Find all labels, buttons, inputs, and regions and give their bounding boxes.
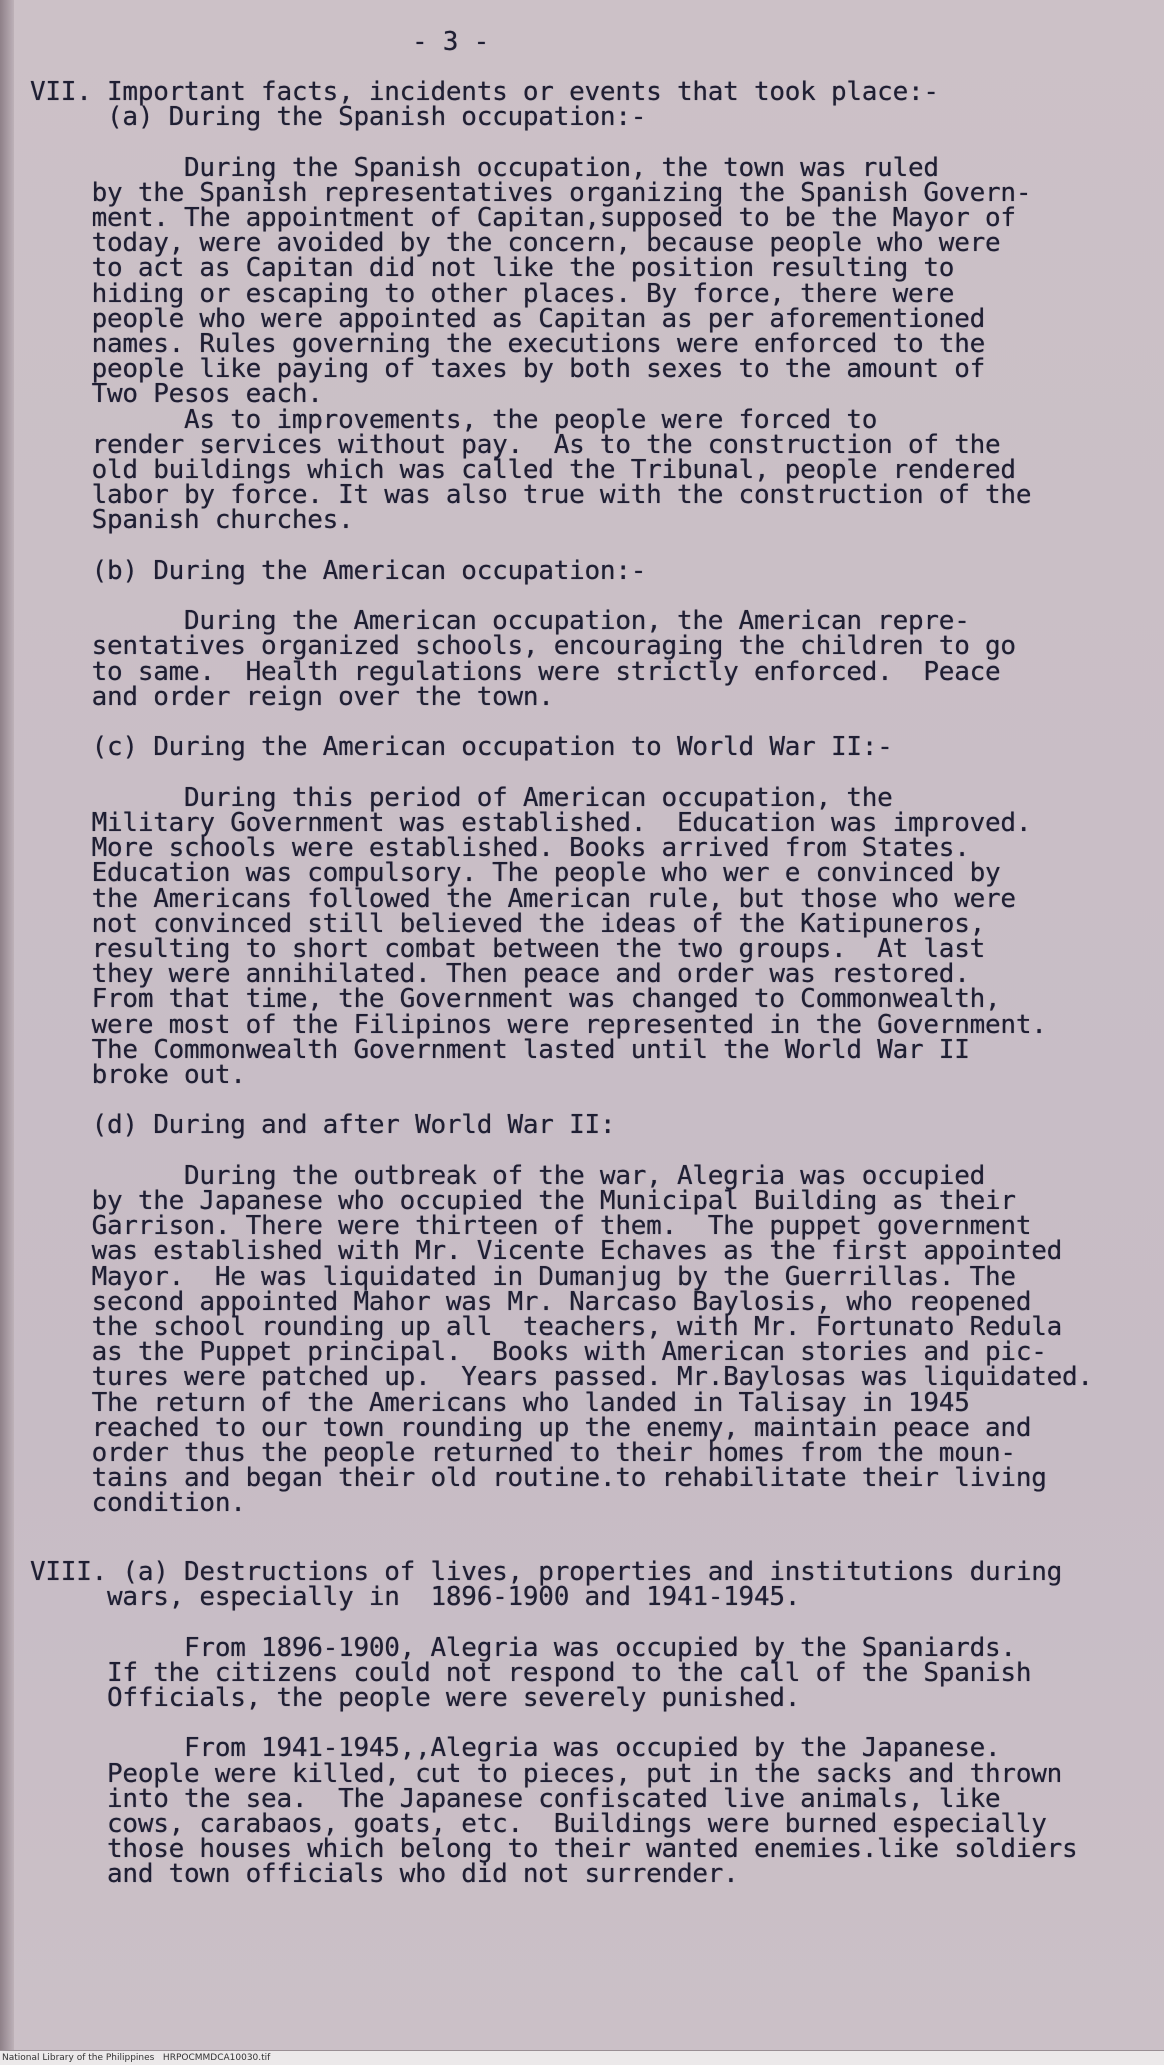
text-line: order thus the people returned to their homes from the moun- [30,1437,1016,1468]
text-line: people who were appointed as Capitan as per aforementioned [30,303,986,334]
text-line: were most of the Filipinos were represented in the Government. [30,1009,1047,1040]
document-text [30,27,1145,1890]
text-line: by the Spanish representatives organizing the Spanish Govern- [30,177,1032,208]
text-line [30,1610,1077,1635]
text-line: was established with Mr. Vicente Echaves as the first appointed [30,1236,1063,1267]
text-line: (a) During the Spanish occupation:- [30,102,647,133]
text-line: into the sea. The Japanese confiscated live animals, like [30,1783,1001,1814]
text-line: cows, carabaos, goats, etc. Buildings were burned especially [30,1809,1047,1840]
text-line: Officials, the people were severely punished. [30,1683,801,1714]
scan-footer: National Library of the Philippines HRPOCMMDCA10030.tif [0,2051,1164,2065]
text-line: During this period of American occupation, the [30,782,893,813]
text-line: From 1941-1945,,Alegria was occupied by the Japanese. [30,1733,1001,1764]
text-line: the Americans followed the American rule, but those who were [30,883,1016,914]
text-line: those houses which belong to their wanted enemies.like soldiers [30,1834,1078,1865]
text-line: hiding or escaping to other places. By force, there were [30,278,955,309]
text-line: VIII. (a) Destructions of lives, properties and institutions during [30,1557,1063,1587]
text-line: tures were patched up. Years passed. Mr.Baylosas was liquidated. [30,1362,1093,1393]
text-line: not convinced still believed the ideas of the Katipuneros, [30,908,986,939]
text-line: From that time, the Government was changed to Commonwealth, [30,984,1001,1015]
text-line [30,1139,1093,1164]
text-line: render services without pay. As to the construction of the [30,429,1001,460]
text-line: More schools were established. Books arrived from States. [30,833,970,864]
text-line: (d) During and after World War II: [30,1110,616,1141]
text-line: the school rounding up all teachers, with Mr. Fortunato Redula [30,1311,1063,1342]
text-line: The Commonwealth Government lasted until the World War II [30,1034,970,1065]
text-line: wars, especially in 1896-1900 and 1941-1945. [30,1582,801,1613]
text-line: today, were avoided by the concern, because people who were [30,228,1001,259]
text-line: (b) During the American occupation:- [30,555,647,586]
text-line: and town officials who did not surrender. [30,1859,739,1890]
text-line: VII. Important facts, incidents or events that took place:- [30,77,939,107]
text-line: ment. The appointment of Capitan,supposed to be the Mayor of [30,203,1016,234]
text-line: as the Puppet principal. Books with American stories and pic- [30,1337,1047,1368]
page-number: - 3 - [412,27,490,57]
section-viii [30,1557,1078,1890]
text-line: During the Spanish occupation, the town was ruled [30,152,939,183]
text-line: If the citizens could not respond to the call of the Spanish [30,1657,1032,1688]
text-line: resulting to short combat between the two groups. At last [30,933,986,964]
text-line: sentatives organized schools, encouraging the children to go [30,631,1016,662]
text-line: tains and began their old routine.to rehabilitate their living [30,1463,1047,1494]
text-line: Garrison. There were thirteen of them. The puppet government [30,1211,1032,1242]
text-line: The return of the Americans who landed in Talisay in 1945 [30,1387,970,1418]
text-line: Two Pesos each. [30,379,323,410]
text-line: People were killed, cut to pieces, put in the sacks and thrown [30,1758,1063,1789]
text-line: labor by force. It was also true with the construction of the [30,480,1032,511]
text-line: second appointed Mahor was Mr. Narcaso Baylosis, who reopened [30,1286,1032,1317]
text-line: they were annihilated. Then peace and order was restored. [30,959,970,990]
text-line: to same. Health regulations were strictly enforced. Peace [30,656,1001,687]
text-line: broke out. [30,1059,246,1090]
text-line: names. Rules governing the executions were enforced to the [30,329,986,360]
text-line: to act as Capitan did not like the position resulting to [30,253,955,284]
text-line: old buildings which was called the Tribunal, people rendered [30,455,1016,486]
text-line: As to improvements, the people were forced to [30,404,878,435]
text-line: condition. [30,1488,246,1519]
text-line: Spanish churches. [30,505,354,536]
text-line: From 1896-1900, Alegria was occupied by the Spaniards. [30,1632,1016,1663]
text-line: (c) During the American occupation to World War II:- [30,732,893,763]
text-line: reached to our town rounding up the enemy, maintain peace and [30,1412,1032,1443]
section-vii [30,77,1093,1519]
text-line: by the Japanese who occupied the Municipal Building as their [30,1185,1016,1216]
text-line: Education was compulsory. The people who wer e convinced by [30,858,1001,889]
text-line: and order reign over the town. [30,681,554,712]
text-line: Military Government was established. Education was improved. [30,807,1032,838]
text-line [30,760,1093,785]
text-line: Mayor. He was liquidated in Dumanjug by the Guerrillas. The [30,1261,1016,1292]
text-line: people like paying of taxes by both sexes to the amount of [30,354,986,385]
text-line: During the American occupation, the American repre- [30,606,970,637]
text-line: During the outbreak of the war, Alegria was occupied [30,1160,986,1191]
text-line [30,130,1093,155]
